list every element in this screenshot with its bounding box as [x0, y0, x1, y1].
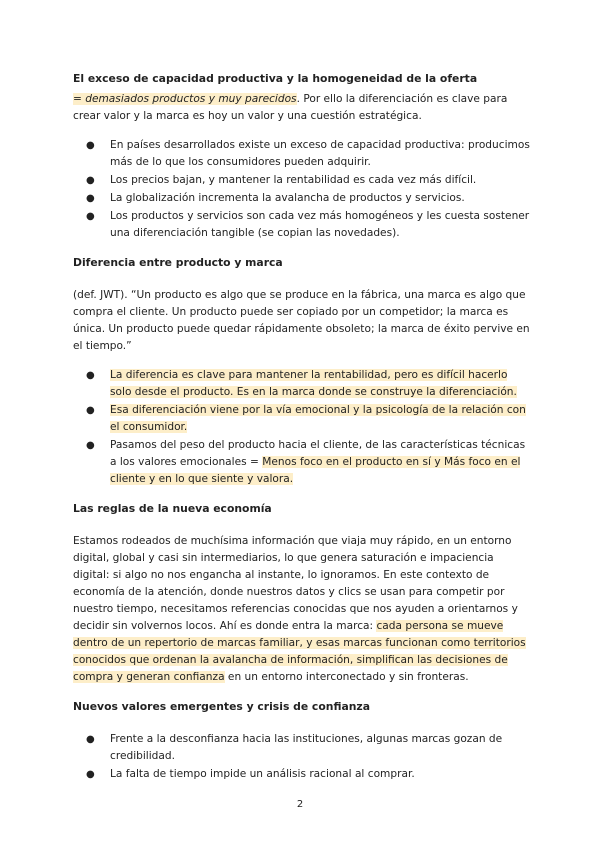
- list-item: [73, 731, 530, 765]
- list-item-text: La globalización incrementa la avalancha de productos y servicios.: [110, 192, 465, 204]
- list-item-text: Pasamos del peso del producto hacia el cliente, de las características técnicas a los valores emocionales =: [110, 439, 526, 468]
- definition-quote: (def. JWT). “Un producto es algo que se produce en la fábrica, una marca es algo que compra el cliente. Un producto puede ser copiado por un competidor; la marca es única. Un producto puede quedar rápidamente obsoleto; la marca de éxito pervive en el tiempo.”: [73, 289, 530, 352]
- list-item: [73, 437, 530, 488]
- list-item: [73, 137, 530, 171]
- bullet-icon: ●: [86, 734, 95, 745]
- bullet-list: [73, 367, 530, 488]
- section-product-vs-brand: [73, 254, 530, 488]
- bullet-list: [73, 137, 530, 242]
- emphasis-text: = demasiados productos y muy parecidos: [73, 93, 297, 105]
- list-item-text: Los precios bajan, y mantener la rentabilidad es cada vez más difícil.: [110, 174, 477, 186]
- bullet-icon: ●: [86, 140, 95, 151]
- list-item: [73, 766, 530, 783]
- section-heading: El exceso de capacidad productiva y la homogeneidad de la oferta: [73, 72, 478, 85]
- list-item: [73, 367, 530, 401]
- section-trust-crisis: [73, 698, 530, 783]
- highlight-text: [73, 93, 297, 105]
- bullet-icon: ●: [86, 769, 95, 780]
- section-overcapacity: [73, 70, 530, 242]
- bullet-icon: ●: [86, 193, 95, 204]
- paragraph-text: en un entorno interconectado y sin fronteras.: [224, 671, 469, 683]
- bullet-icon: ●: [86, 175, 95, 186]
- paragraph-text: . Por ello la diferenciación es clave para crear valor y la marca es hoy un valor y una cuestión estratégica.: [73, 93, 508, 122]
- list-item-text: Los productos y servicios son cada vez más homogéneos y les cuesta sostener una diferenciación tangible (se copian las novedades).: [110, 210, 530, 239]
- section-heading: Diferencia entre producto y marca: [73, 256, 283, 269]
- highlight-text: cada persona se mueve dentro de un repertorio de marcas familiar, y esas marcas funcionan como territorios conocidos que ordenan la avalancha de información, simplifican las decisiones de compra y generan confianza: [73, 620, 526, 683]
- paragraph-text: Estamos rodeados de muchísima información que viaja muy rápido, en un entorno digital, global y casi sin intermediarios, lo que genera saturación e impaciencia digital: si algo no nos engancha al instante, lo ignoramos. En este contexto de economía de la atención, donde nuestros datos y clics se usan para competir por nuestro tiempo, necesitamos referencias conocidas que nos ayuden a orientarnos y decidir sin volvernos locos. Ahí es donde entra la marca:: [73, 535, 518, 632]
- list-item-text: La diferencia es clave para mantener la rentabilidad, pero es difícil hacerlo solo desde el producto. Es en la marca donde se construye la diferenciación.: [110, 369, 517, 398]
- list-item-text: Frente a la desconfianza hacia las instituciones, algunas marcas gozan de credibilidad.: [110, 733, 503, 762]
- list-item-text: Esa diferenciación viene por la vía emocional y la psicología de la relación con el consumidor.: [110, 404, 526, 433]
- section-heading: Nuevos valores emergentes y crisis de confianza: [73, 700, 370, 713]
- bullet-icon: ●: [86, 405, 95, 416]
- intro-paragraph: [73, 91, 530, 125]
- highlight-text: Menos foco en el producto en sí y Más foco en el cliente y en lo que siente y valora.: [110, 456, 521, 485]
- list-item-text: La falta de tiempo impide un análisis racional al comprar.: [110, 768, 415, 780]
- list-item: [73, 208, 530, 242]
- list-item: [73, 402, 530, 436]
- list-item: [73, 172, 530, 189]
- section-heading: Las reglas de la nueva economía: [73, 502, 272, 515]
- page-number: 2: [296, 799, 304, 810]
- bullet-icon: ●: [86, 211, 95, 222]
- bullet-list: [73, 731, 530, 783]
- economy-paragraph: [73, 533, 530, 686]
- list-item-text: En países desarrollados existe un exceso de capacidad productiva: producimos más de lo que los consumidores pueden adquirir.: [110, 139, 530, 168]
- list-item: [73, 190, 530, 207]
- bullet-icon: ●: [86, 440, 95, 451]
- section-new-economy: [73, 500, 530, 686]
- bullet-icon: ●: [86, 370, 95, 381]
